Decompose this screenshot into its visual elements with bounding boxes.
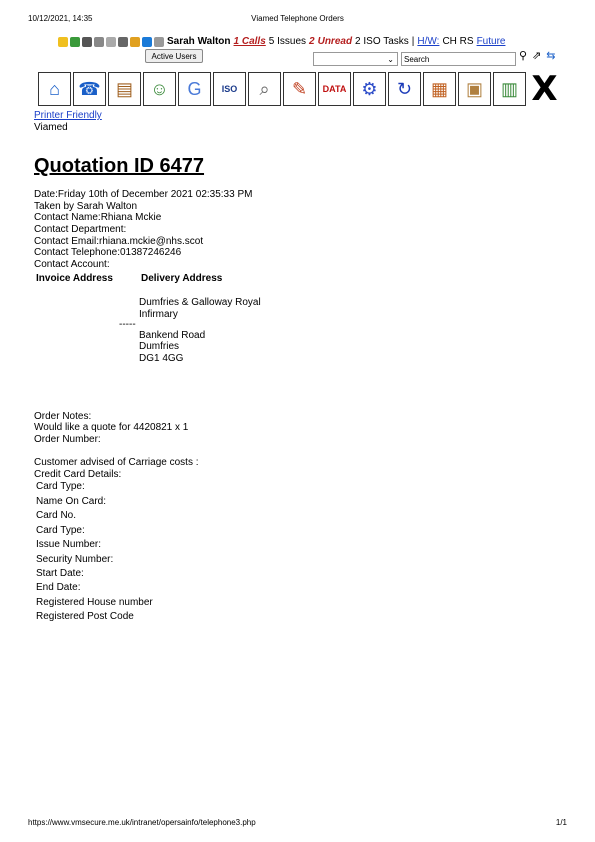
invoice-address-placeholder: -----: [119, 319, 136, 331]
order-number: Order Number:: [34, 433, 101, 445]
search-input[interactable]: Search: [401, 52, 516, 66]
delivery-line: Dumfries: [139, 341, 180, 353]
unread-label[interactable]: Unread: [317, 36, 353, 47]
book-icon[interactable]: ▥: [493, 72, 526, 106]
separator: |: [411, 36, 415, 47]
card-field: Card Type:: [36, 481, 85, 493]
box-icon[interactable]: ▣: [458, 72, 491, 106]
current-user: Sarah Walton: [167, 36, 231, 47]
quotation-content: [34, 110, 554, 625]
quick-icons: [58, 37, 164, 47]
top-status-bar: [58, 36, 568, 47]
card-field: Issue Number:: [36, 539, 102, 551]
calls-link[interactable]: 1 Calls: [233, 36, 266, 47]
invoice-address-label: Invoice Address: [36, 273, 113, 285]
contact-email: Contact Email:rhiana.mckie@nhs.scot: [34, 235, 204, 247]
print-page-title: Viamed Telephone Orders: [251, 14, 344, 23]
refresh-icon[interactable]: ↻: [388, 72, 421, 106]
delivery-line: Dumfries & Galloway Royal: [139, 296, 261, 308]
print-page-number: 1/1: [555, 818, 567, 827]
delivery-address-rest: [139, 330, 294, 365]
quick-icon[interactable]: [118, 37, 128, 47]
magnifier-icon[interactable]: ⌕: [248, 72, 281, 106]
phone-icon[interactable]: ☎: [73, 72, 106, 106]
hw-value: CH RS: [442, 36, 474, 47]
contact-department: Contact Department:: [34, 223, 127, 235]
quick-icon[interactable]: [154, 37, 164, 47]
quick-icon[interactable]: [106, 37, 116, 47]
card-field: Name On Card:: [36, 495, 107, 507]
carriage-note: Customer advised of Carriage costs :: [34, 457, 199, 469]
contact-telephone: Contact Telephone:01387246246: [34, 247, 182, 259]
print-footer: [28, 818, 567, 827]
users-icon[interactable]: ☺: [143, 72, 176, 106]
edit-icon[interactable]: ✎: [283, 72, 316, 106]
taken-by: Taken by Sarah Walton: [34, 200, 138, 212]
delivery-address-label: Delivery Address: [141, 273, 223, 285]
issues-count[interactable]: 5 Issues: [268, 36, 307, 47]
external-link-icon[interactable]: ⇗: [532, 50, 542, 62]
quick-icon[interactable]: [70, 37, 80, 47]
print-datetime: 10/12/2021, 14:35: [28, 14, 93, 23]
card-field: End Date:: [36, 582, 81, 594]
gears-icon[interactable]: ⚙: [353, 72, 386, 106]
quick-icon[interactable]: [82, 37, 92, 47]
sync-icon[interactable]: ⇆: [546, 50, 556, 62]
contact-name: Contact Name:Rhiana Mckie: [34, 212, 162, 224]
quote-date: Date:Friday 10th of December 2021 02:35:33 PM: [34, 189, 253, 201]
quick-icon[interactable]: [142, 37, 152, 47]
active-users-button[interactable]: Active Users: [145, 49, 203, 63]
home-icon[interactable]: ⌂: [38, 72, 71, 106]
print-url: https://www.vmsecure.me.uk/intranet/opersainfo/telephone3.php: [28, 818, 256, 827]
printer-friendly-link[interactable]: Printer Friendly: [34, 110, 102, 121]
page-title: Quotation ID 6477: [34, 155, 205, 178]
chevron-down-icon: ⌄: [387, 54, 394, 64]
cash-register-icon[interactable]: ▤: [108, 72, 141, 106]
order-notes: Would like a quote for 4420821 x 1: [34, 422, 189, 434]
delivery-address: [139, 297, 294, 320]
quick-icon[interactable]: [94, 37, 104, 47]
close-icon[interactable]: X: [528, 72, 561, 106]
search-actions: [519, 49, 556, 62]
quick-icon[interactable]: [58, 37, 68, 47]
print-header: [28, 14, 567, 23]
hw-link[interactable]: H/W:: [417, 36, 440, 47]
order-notes-label: Order Notes:: [34, 410, 92, 422]
main-toolbar: [38, 72, 561, 106]
quick-icon[interactable]: [130, 37, 140, 47]
card-field: Start Date:: [36, 567, 84, 579]
card-field: Registered Post Code: [36, 611, 134, 623]
iso-tasks[interactable]: 2 ISO Tasks: [355, 36, 409, 47]
chart-folder-icon[interactable]: ▦: [423, 72, 456, 106]
credit-card-details: Credit Card Details:: [34, 468, 122, 480]
card-field: Card No.: [36, 510, 77, 522]
unread-count[interactable]: 2: [309, 36, 315, 47]
company-name: Viamed: [34, 121, 68, 133]
filter-select[interactable]: [313, 52, 398, 66]
iso-icon[interactable]: ISO: [213, 72, 246, 106]
search-icon[interactable]: ⚲: [519, 50, 528, 62]
card-field: Registered House number: [36, 596, 153, 608]
future-link[interactable]: Future: [476, 36, 506, 47]
delivery-line: DG1 4GG: [139, 352, 184, 364]
card-field: Security Number:: [36, 553, 114, 565]
delivery-line: Bankend Road: [139, 329, 206, 341]
card-field: Card Type:: [36, 524, 85, 536]
opera-data-icon[interactable]: DATA: [318, 72, 351, 106]
contact-account: Contact Account:: [34, 258, 110, 270]
address-table: [34, 273, 294, 364]
google-icon[interactable]: G: [178, 72, 211, 106]
card-fields: [34, 480, 554, 624]
delivery-line: Infirmary: [139, 308, 178, 320]
